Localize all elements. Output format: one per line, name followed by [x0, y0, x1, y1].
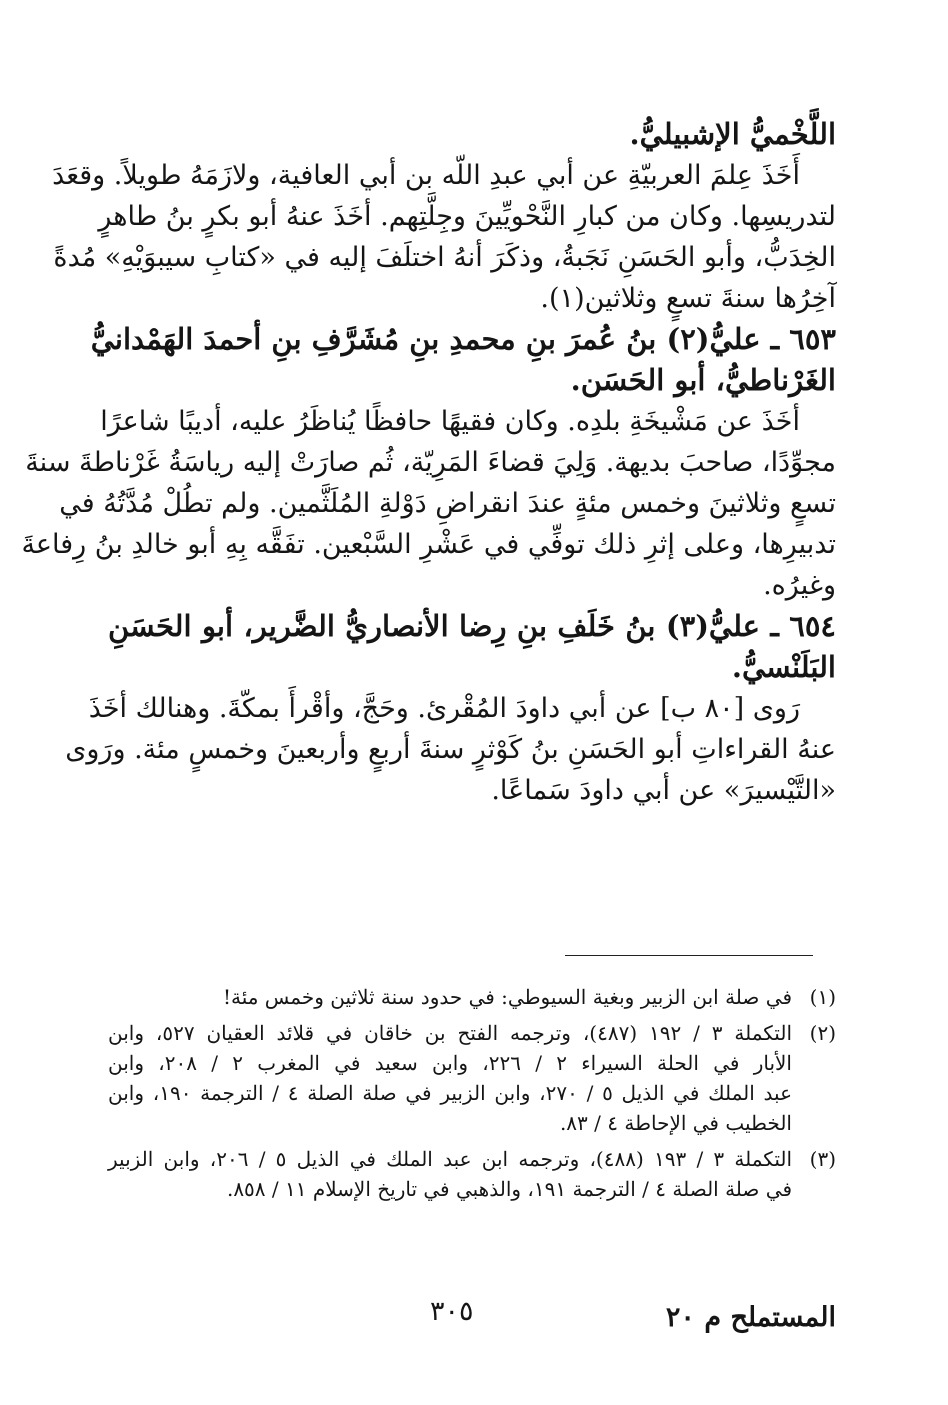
footnote-text: التكملة ٣ / ١٩٣ (٤٨٨)، وترجمه ابن عبد الملك في الذيل ٥ / ٢٠٦، وابن الزبير [108, 1147, 793, 1171]
text-line: ٦٥٣ ـ عليُّ(٢) بنُ عُمرَ بنِ محمدِ بنِ مُشَرَّفِ بنِ أحمدَ الهَمْدانيُّ [90, 322, 836, 356]
footnote-line [108, 1078, 836, 1108]
footnote-line [108, 1018, 836, 1048]
footnote-line [108, 1174, 836, 1204]
text-line: الخِدَبُّ، وأبو الحَسَنِ نَجَبةُ، وذكَرَ أنهُ اختلَفَ إليه في «كتابِ سيبوَيْهِ» مُدةً [53, 242, 836, 273]
text-line: «التَّيْسيرَ» عن أبي داودَ سَماعًا. [491, 775, 836, 806]
text-line: الغَرْناطيُّ، أبو الحَسَن. [570, 363, 836, 397]
text-line: مجوِّدًا، صاحبَ بديهة. وَلِيَ قضاءَ المَرِيّة، ثُم صارَتْ إليه رياسَةُ غَرْناطةَ سنةَ [25, 447, 836, 478]
text-line: ٦٥٤ ـ عليُّ(٣) بنُ خَلَفِ بنِ رِضا الأنصاريُّ الضَّرير، أبو الحَسَنِ [108, 609, 836, 643]
footnote-text: في صلة الصلة ٤ / الترجمة ١٩١، والذهبي في تاريخ الإسلام ١١ / ٨٥٨. [226, 1177, 792, 1201]
footnote-text: التكملة ٣ / ١٩٢ (٤٨٧)، وترجمه الفتح بن خاقان في قلائد العقيان ٥٢٧، وابن [108, 1021, 792, 1045]
text-line: عنهُ القراءاتِ أبو الحَسَنِ بنُ كَوْثرٍ سنةَ أربعٍ وأربعينَ وخمسٍ مئة. ورَوى [65, 734, 836, 765]
footnote-line [108, 1144, 836, 1174]
footnote-line [108, 1048, 836, 1078]
main-text [21, 114, 836, 811]
footnote-text: الأبار في الحلة السيراء ٢ / ٢٢٦، وابن سعيد في المغرب ٢ / ٢٠٨، وابن [108, 1051, 792, 1075]
text-line: وغيرُه. [763, 570, 836, 601]
footnote-number: (١) [809, 985, 836, 1009]
footnote-text: الخطيب في الإحاطة ٤ / ٨٣. [559, 1111, 792, 1135]
footnote [108, 1018, 836, 1138]
page-number: ٣٠٥ [430, 1296, 474, 1327]
text-line: لتدريسِها. وكان من كبارِ النَّحْويِّينَ وجِلَّتِهم. أخَذَ عنهُ أبو بكرٍ بنُ طاهرٍ [98, 201, 836, 232]
footnote-line [108, 1108, 836, 1138]
footnote-number: (٢) [809, 1021, 836, 1045]
text-line: رَوى [٨٠ ب] عن أبي داودَ المُقْرئ. وحَجَّ، وأقْرأَ بمكّةَ. وهنالك أخَذَ [88, 693, 800, 724]
footnote [108, 1144, 836, 1204]
footnote-separator [565, 955, 813, 956]
footnote [108, 982, 836, 1012]
footnotes [108, 982, 836, 1204]
footnote-number: (٣) [809, 1147, 836, 1171]
text-line: البَلَنْسيُّ. [731, 650, 836, 684]
text-line: تدبيرِها، وعلى إثرِ ذلك توفِّي في عَشْرِ السَّبْعين. تفَقَّه بِهِ أبو خالدِ بنُ رِفاعةَ [21, 529, 836, 560]
text-line: آخِرُها سنةَ تسعٍ وثلاثين(١). [540, 283, 836, 314]
text-line: اللَّخْميُّ الإشبيليُّ. [629, 117, 836, 151]
text-line: أخَذَ عن مَشْيخَةِ بلدِه. وكان فقيهًا حافظًا يُناظَرُ عليه، أديبًا شاعرًا [100, 406, 800, 437]
footnote-text: عبد الملك في الذيل ٥ / ٢٧٠، وابن الزبير في صلة الصلة ٤ / الترجمة ١٩٠، وابن [108, 1081, 793, 1105]
text-line: أَخَذَ عِلمَ العربيّةِ عن أبي عبدِ اللّه بن أبي العافية، ولازَمَهُ طويلاً. وقعَدَ [52, 160, 800, 191]
signature-mark: المستملح م ٢٠ [665, 1302, 836, 1333]
footnote-line [108, 982, 836, 1012]
text-line: تسعٍ وثلاثينَ وخمس مئةٍ عندَ انقراضِ دَوْلةِ المُلَثَّمين. ولم تطُلْ مُدَّتُهُ في [59, 488, 836, 519]
footnote-text: في صلة ابن الزبير وبغية السيوطي: في حدود سنة ثلاثين وخمس مئة! [222, 985, 792, 1009]
